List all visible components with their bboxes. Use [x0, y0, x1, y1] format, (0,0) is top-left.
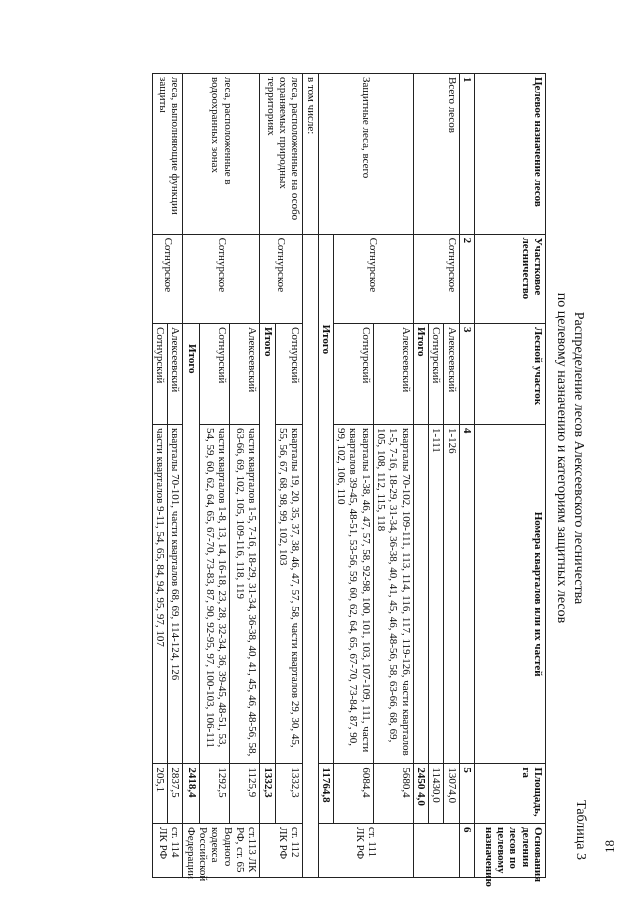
cell-district: Алексеевский	[373, 324, 413, 425]
table-row	[168, 74, 183, 878]
cell-total-label: Итого	[318, 234, 333, 764]
cell-purpose: Защитные леса, всего	[318, 74, 413, 235]
cell-total-area: 2418,4	[183, 764, 200, 824]
cell-quarters: 1-126	[444, 424, 459, 763]
col-number: 5	[459, 764, 474, 824]
header-grounds: Основания деления лесов по целевому назначению	[475, 824, 546, 878]
rotated-document	[64, 28, 594, 888]
cell-district: Сотнурский	[200, 324, 230, 425]
table-row	[230, 74, 260, 878]
cell-grounds	[413, 824, 459, 878]
cell-quarters: кварталы 19, 20, 35, 37, 38, 46, 47, 57, 58, части кварталов 29, 30, 45, 55, 56, 67, 68, 98, 99, 102, 103	[275, 424, 303, 763]
cell-empty	[413, 424, 428, 763]
cell-including-label: в том числе:	[303, 74, 318, 235]
cell-district: Сотнурский	[429, 324, 444, 425]
cell-quarters: кварталы 1-38, 46, 47, 57, 58, 92-98, 100, 101, 103, 107-109, 111, части кварталов 39-45, 48-51, 53-56, 59, 60, 62, 64, 65, 67-70, 73-84, 87, 90, 99, 102, 106, 110	[333, 424, 373, 763]
cell-purpose: леса, расположенные в водоохранных зонах	[183, 74, 260, 235]
cell-district: Алексеевский	[168, 324, 183, 425]
cell-grounds: ст.113 ЛК РФ, ст. 65 Водного кодекса Российской Федерации	[183, 824, 260, 878]
cell-quarters: кварталы 70-101, части кварталов 68, 69, 114-124, 126	[168, 424, 183, 763]
table-caption-line2: по целевому назначению и категориям защитных лесов	[554, 292, 569, 624]
cell-district: Сотнурский	[152, 324, 167, 425]
cell-grounds: ст. 111 ЛК РФ	[318, 824, 413, 878]
cell-forestry: Сотнурское	[183, 234, 260, 323]
table-row	[275, 74, 303, 878]
cell-area: 205,1	[152, 764, 167, 824]
cell-purpose: Всего лесов	[413, 74, 459, 235]
cell-district: Сотнурский	[275, 324, 303, 425]
cell-total-label: Итого	[183, 324, 200, 764]
column-number-row	[459, 74, 474, 878]
cell-total-area: 11764,8	[318, 764, 333, 824]
cell-empty	[303, 234, 318, 877]
table-header-row	[475, 74, 546, 878]
cell-total-area: 1332,3	[260, 764, 275, 824]
cell-grounds: ст. 114 ЛК РФ	[152, 824, 183, 878]
forest-distribution-table	[152, 73, 546, 887]
header-forestry: Участковое лесничество	[475, 234, 546, 323]
page-number: 18	[602, 840, 617, 853]
header-quarters: Номера кварталов или их частей	[475, 424, 546, 763]
cell-purpose: леса, расположенные на особо охраняемых природных территориях	[260, 74, 303, 235]
table-row	[444, 74, 459, 878]
cell-area: 11430,0	[429, 764, 444, 824]
col-number: 3	[459, 324, 474, 425]
cell-area: 1332,3	[275, 764, 303, 824]
cell-quarters: кварталы 70-102, 109-111, 113, 114, 116, 117, 119-126, части кварталов 1-5, 7-16, 18-29, 31-34, 36-38, 40, 41, 45, 46, 48-56, 58, 63-66, 68, 69, 105, 108, 112, 115, 118	[373, 424, 413, 763]
table-caption-line1: Распределение лесов Алексеевского лесничества	[571, 311, 586, 605]
header-district: Лесной участок	[475, 324, 546, 425]
cell-total-label: Итого	[260, 324, 275, 764]
cell-quarters: 1-111	[429, 424, 444, 763]
cell-forestry: Сотнурское	[413, 234, 459, 323]
cell-area: 6084,4	[333, 764, 373, 824]
table-row	[373, 74, 413, 878]
cell-quarters: части кварталов 1-5, 7-16, 18-29, 31-34, 36-38, 40, 41, 45, 46, 48-56, 58, 63-66, 69, 102, 105, 109-116, 118, 119	[230, 424, 260, 763]
cell-area: 13074,0	[444, 764, 459, 824]
cell-district: Сотнурский	[333, 324, 373, 425]
cell-area: 5680,4	[373, 764, 413, 824]
cell-total-area: 2450 4,0	[413, 764, 428, 824]
cell-purpose: леса, выполняющие функции защиты	[152, 74, 183, 235]
cell-total-label: Итого	[413, 324, 428, 425]
cell-area: 2837,5	[168, 764, 183, 824]
cell-quarters: части кварталов 9-11, 54, 65, 84, 94, 95, 97, 107	[152, 424, 167, 763]
col-number: 1	[459, 74, 474, 235]
col-number: 4	[459, 424, 474, 763]
table-row	[303, 74, 318, 878]
cell-area: 1292,5	[200, 764, 230, 824]
header-area: Площадь, га	[475, 764, 546, 824]
cell-district: Алексеевский	[230, 324, 260, 425]
cell-forestry: Сотнурское	[152, 234, 183, 323]
cell-forestry: Сотнурское	[333, 234, 413, 323]
col-number: 6	[459, 824, 474, 878]
cell-area: 1125,9	[230, 764, 260, 824]
cell-grounds: ст. 112 ЛК РФ	[260, 824, 303, 878]
table-label: Таблица 3	[573, 800, 588, 860]
cell-quarters: части кварталов 1-8, 13, 14, 16-18, 23, 28, 32-34, 36, 39-45, 48-51, 53, 54, 59, 60, 62, 64, 65, 67-70, 73-83, 87, 90, 92-95, 97, 100-103, 106-111	[200, 424, 230, 763]
col-number: 2	[459, 234, 474, 323]
header-purpose: Целевое назначение лесов	[475, 74, 546, 235]
cell-forestry: Сотнурское	[260, 234, 303, 323]
cell-district: Алексеевский	[444, 324, 459, 425]
